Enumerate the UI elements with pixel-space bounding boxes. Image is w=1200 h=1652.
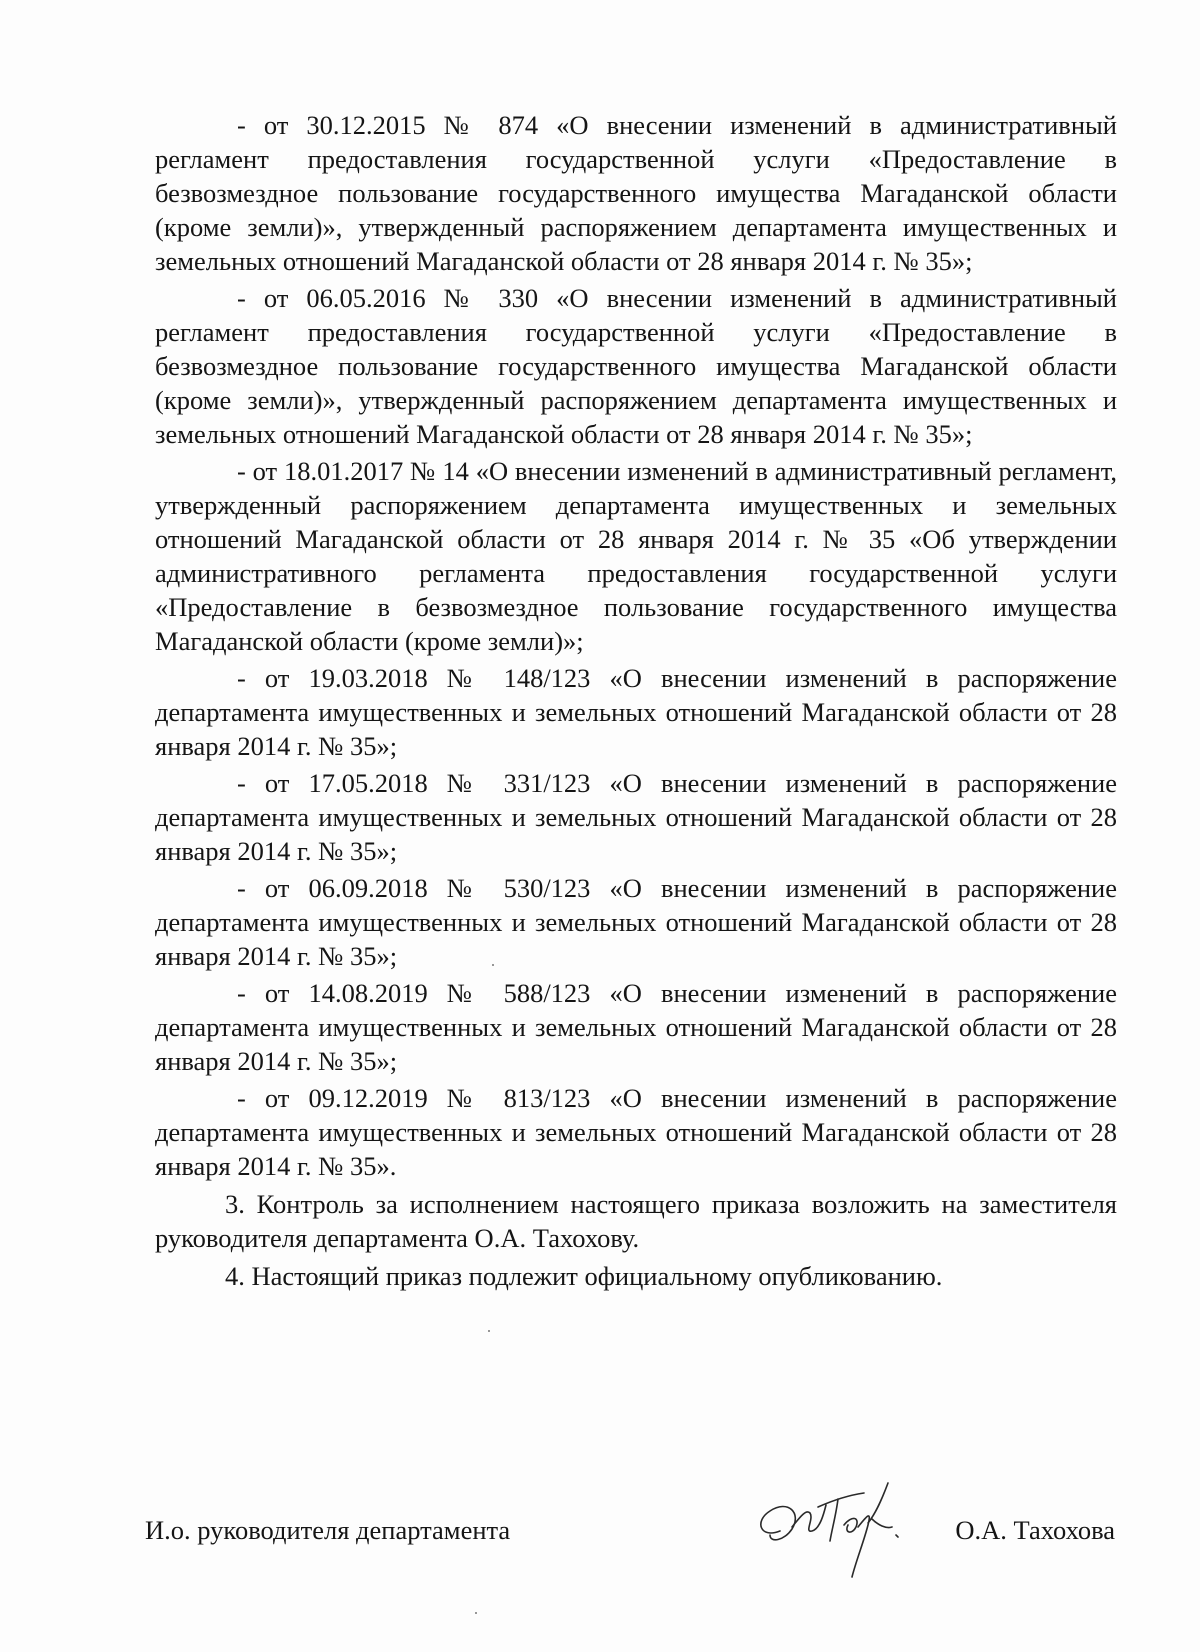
list-item: - от 14.08.2019 № 588/123 «О внесении изменений в распоряжение департамента имущественных и земельных отношений Магаданской области от 28 января 2014 г. № 35»; [155, 978, 1117, 1076]
list-item: - от 18.01.2017 № 14 «О внесении изменений в административный регламент, утвержденный распоряжением департамента имущественных и земельных отношений Магаданской области от 28 января 2014 г. № 35 «Об утверждении административного регламента предоставления государственной услуги «Предоставление в безвозмездное пользование государственного имущества Магаданской области (кроме земли)»; [155, 456, 1117, 656]
signature-block [145, 1497, 1115, 1587]
scan-speck [488, 1330, 490, 1332]
scan-speck [492, 964, 494, 966]
clause-publication: 4. Настоящий приказ подлежит официальному опубликованию. [225, 1261, 943, 1291]
handwritten-signature [740, 1469, 930, 1589]
signatory-name: О.А. Тахохова [955, 1515, 1115, 1545]
scan-speck [475, 1612, 477, 1614]
list-item: - от 09.12.2019 № 813/123 «О внесении изменений в распоряжение департамента имущественных и земельных отношений Магаданской области от 28 января 2014 г. № 35». [155, 1083, 1117, 1181]
list-item: - от 17.05.2018 № 331/123 «О внесении изменений в распоряжение департамента имущественных и земельных отношений Магаданской области от 28 января 2014 г. № 35»; [155, 768, 1117, 866]
list-item: - от 06.05.2016 № 330 «О внесении изменений в административный регламент предоставления государственной услуги «Предоставление в безвозмездное пользование государственного имущества Магаданской области (кроме земли)», утвержденный распоряжением департамента имущественных и земельных отношений Магаданской области от 28 января 2014 г. № 35»; [155, 283, 1117, 449]
list-item: - от 19.03.2018 № 148/123 «О внесении изменений в распоряжение департамента имущественных и земельных отношений Магаданской области от 28 января 2014 г. № 35»; [155, 663, 1117, 761]
clause-control: 3. Контроль за исполнением настоящего приказа возложить на заместителя руководителя департамента О.А. Тахохову. [155, 1189, 1117, 1253]
signatory-position: И.о. руководителя департамента [145, 1515, 511, 1545]
document-body [155, 108, 1117, 1296]
list-item: - от 06.09.2018 № 530/123 «О внесении изменений в распоряжение департамента имущественных и земельных отношений Магаданской области от 28 января 2014 г. № 35»; [155, 873, 1117, 971]
list-item: - от 30.12.2015 № 874 «О внесении изменений в административный регламент предоставления государственной услуги «Предоставление в безвозмездное пользование государственного имущества Магаданской области (кроме земли)», утвержденный распоряжением департамента имущественных и земельных отношений Магаданской области от 28 января 2014 г. № 35»; [155, 110, 1117, 276]
